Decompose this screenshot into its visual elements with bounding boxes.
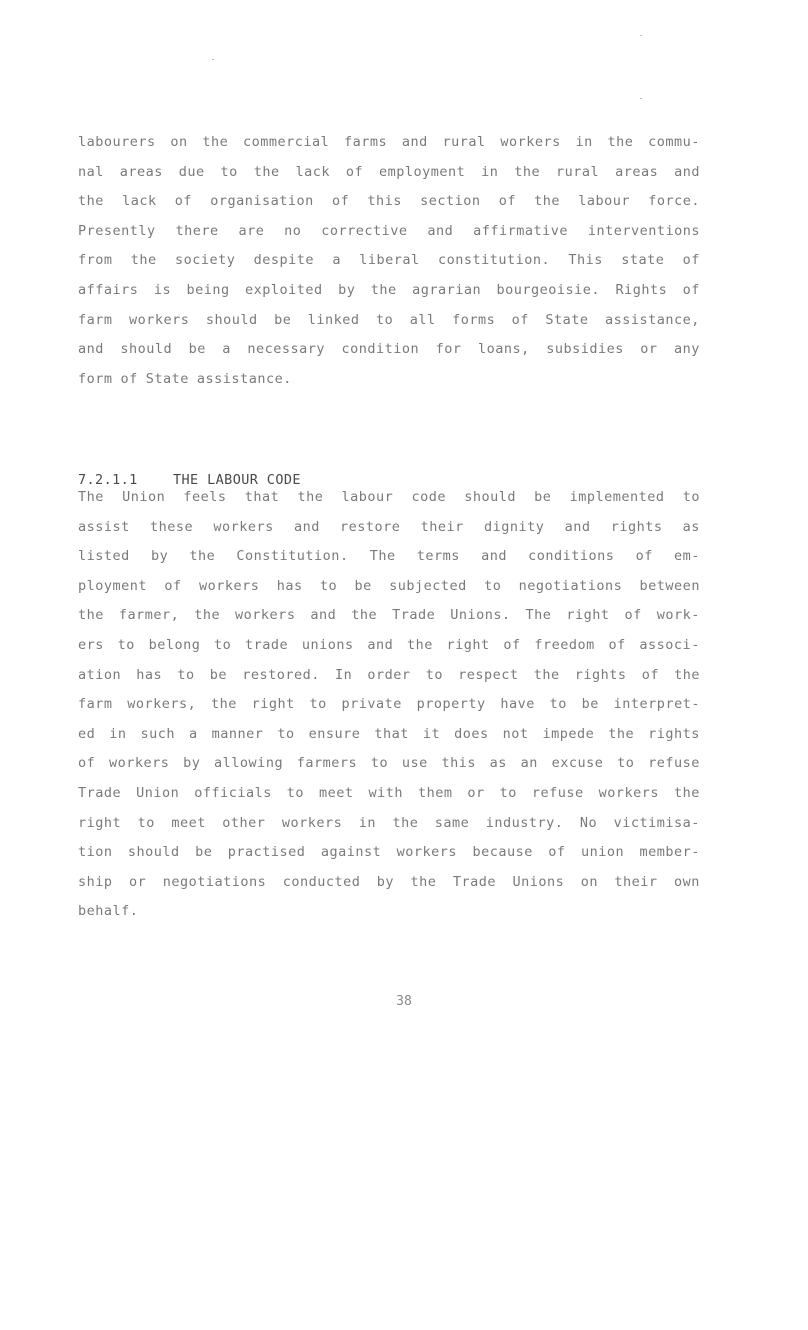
text-line: and should be a necessary condition for loans, subsidies or any	[78, 341, 700, 358]
text-line: the lack of organisation of this section of the labour force.	[78, 193, 700, 210]
scan-speck	[640, 35, 642, 36]
text-line: ers to belong to trade unions and the right of freedom of associ-	[78, 636, 700, 653]
text-line: listed by the Constitution. The terms and conditions of em-	[78, 548, 700, 565]
text-line: Trade Union officials to meet with them or to refuse workers the	[78, 784, 700, 801]
text-line: affairs is being exploited by the agrarian bourgeoisie. Rights of	[78, 281, 700, 298]
text-line: farm workers should be linked to all forms of State assistance,	[78, 311, 700, 328]
text-line: form of State assistance.	[78, 370, 292, 387]
text-line: The Union feels that the labour code should be implemented to	[78, 489, 700, 505]
scan-speck	[212, 59, 214, 60]
text-line: assist these workers and restore their dignity and rights as	[78, 518, 700, 535]
page-number: 38	[396, 994, 412, 1009]
text-line: right to meet other workers in the same industry. No victimisa-	[78, 814, 700, 831]
text-line: of workers by allowing farmers to use this as an excuse to refuse	[78, 755, 700, 772]
text-line: tion should be practised against workers because of union member-	[78, 844, 700, 861]
text-line: nal areas due to the lack of employment in the rural areas and	[78, 163, 700, 180]
text-line: Presently there are no corrective and affirmative interventions	[78, 222, 700, 239]
scan-speck	[640, 98, 642, 99]
text-line: from the society despite a liberal constitution. This state of	[78, 252, 700, 269]
text-line: ation has to be restored. In order to respect the rights of the	[78, 666, 700, 683]
text-line: labourers on the commercial farms and rural workers in the commu-	[78, 134, 700, 150]
paragraph-labour-code	[78, 483, 700, 927]
text-line: ed in such a manner to ensure that it does not impede the rights	[78, 725, 700, 742]
section-number: 7.2.1.1	[78, 472, 138, 488]
text-line: behalf.	[78, 903, 139, 920]
text-line: ship or negotiations conducted by the Trade Unions on their own	[78, 873, 700, 890]
text-line: farm workers, the right to private property have to be interpret-	[78, 696, 700, 713]
text-line: ployment of workers has to be subjected to negotiations between	[78, 577, 700, 594]
section-title: THE LABOUR CODE	[173, 472, 301, 488]
paragraph-farm-workers	[78, 128, 700, 394]
text-line: the farmer, the workers and the Trade Unions. The right of work-	[78, 607, 700, 624]
